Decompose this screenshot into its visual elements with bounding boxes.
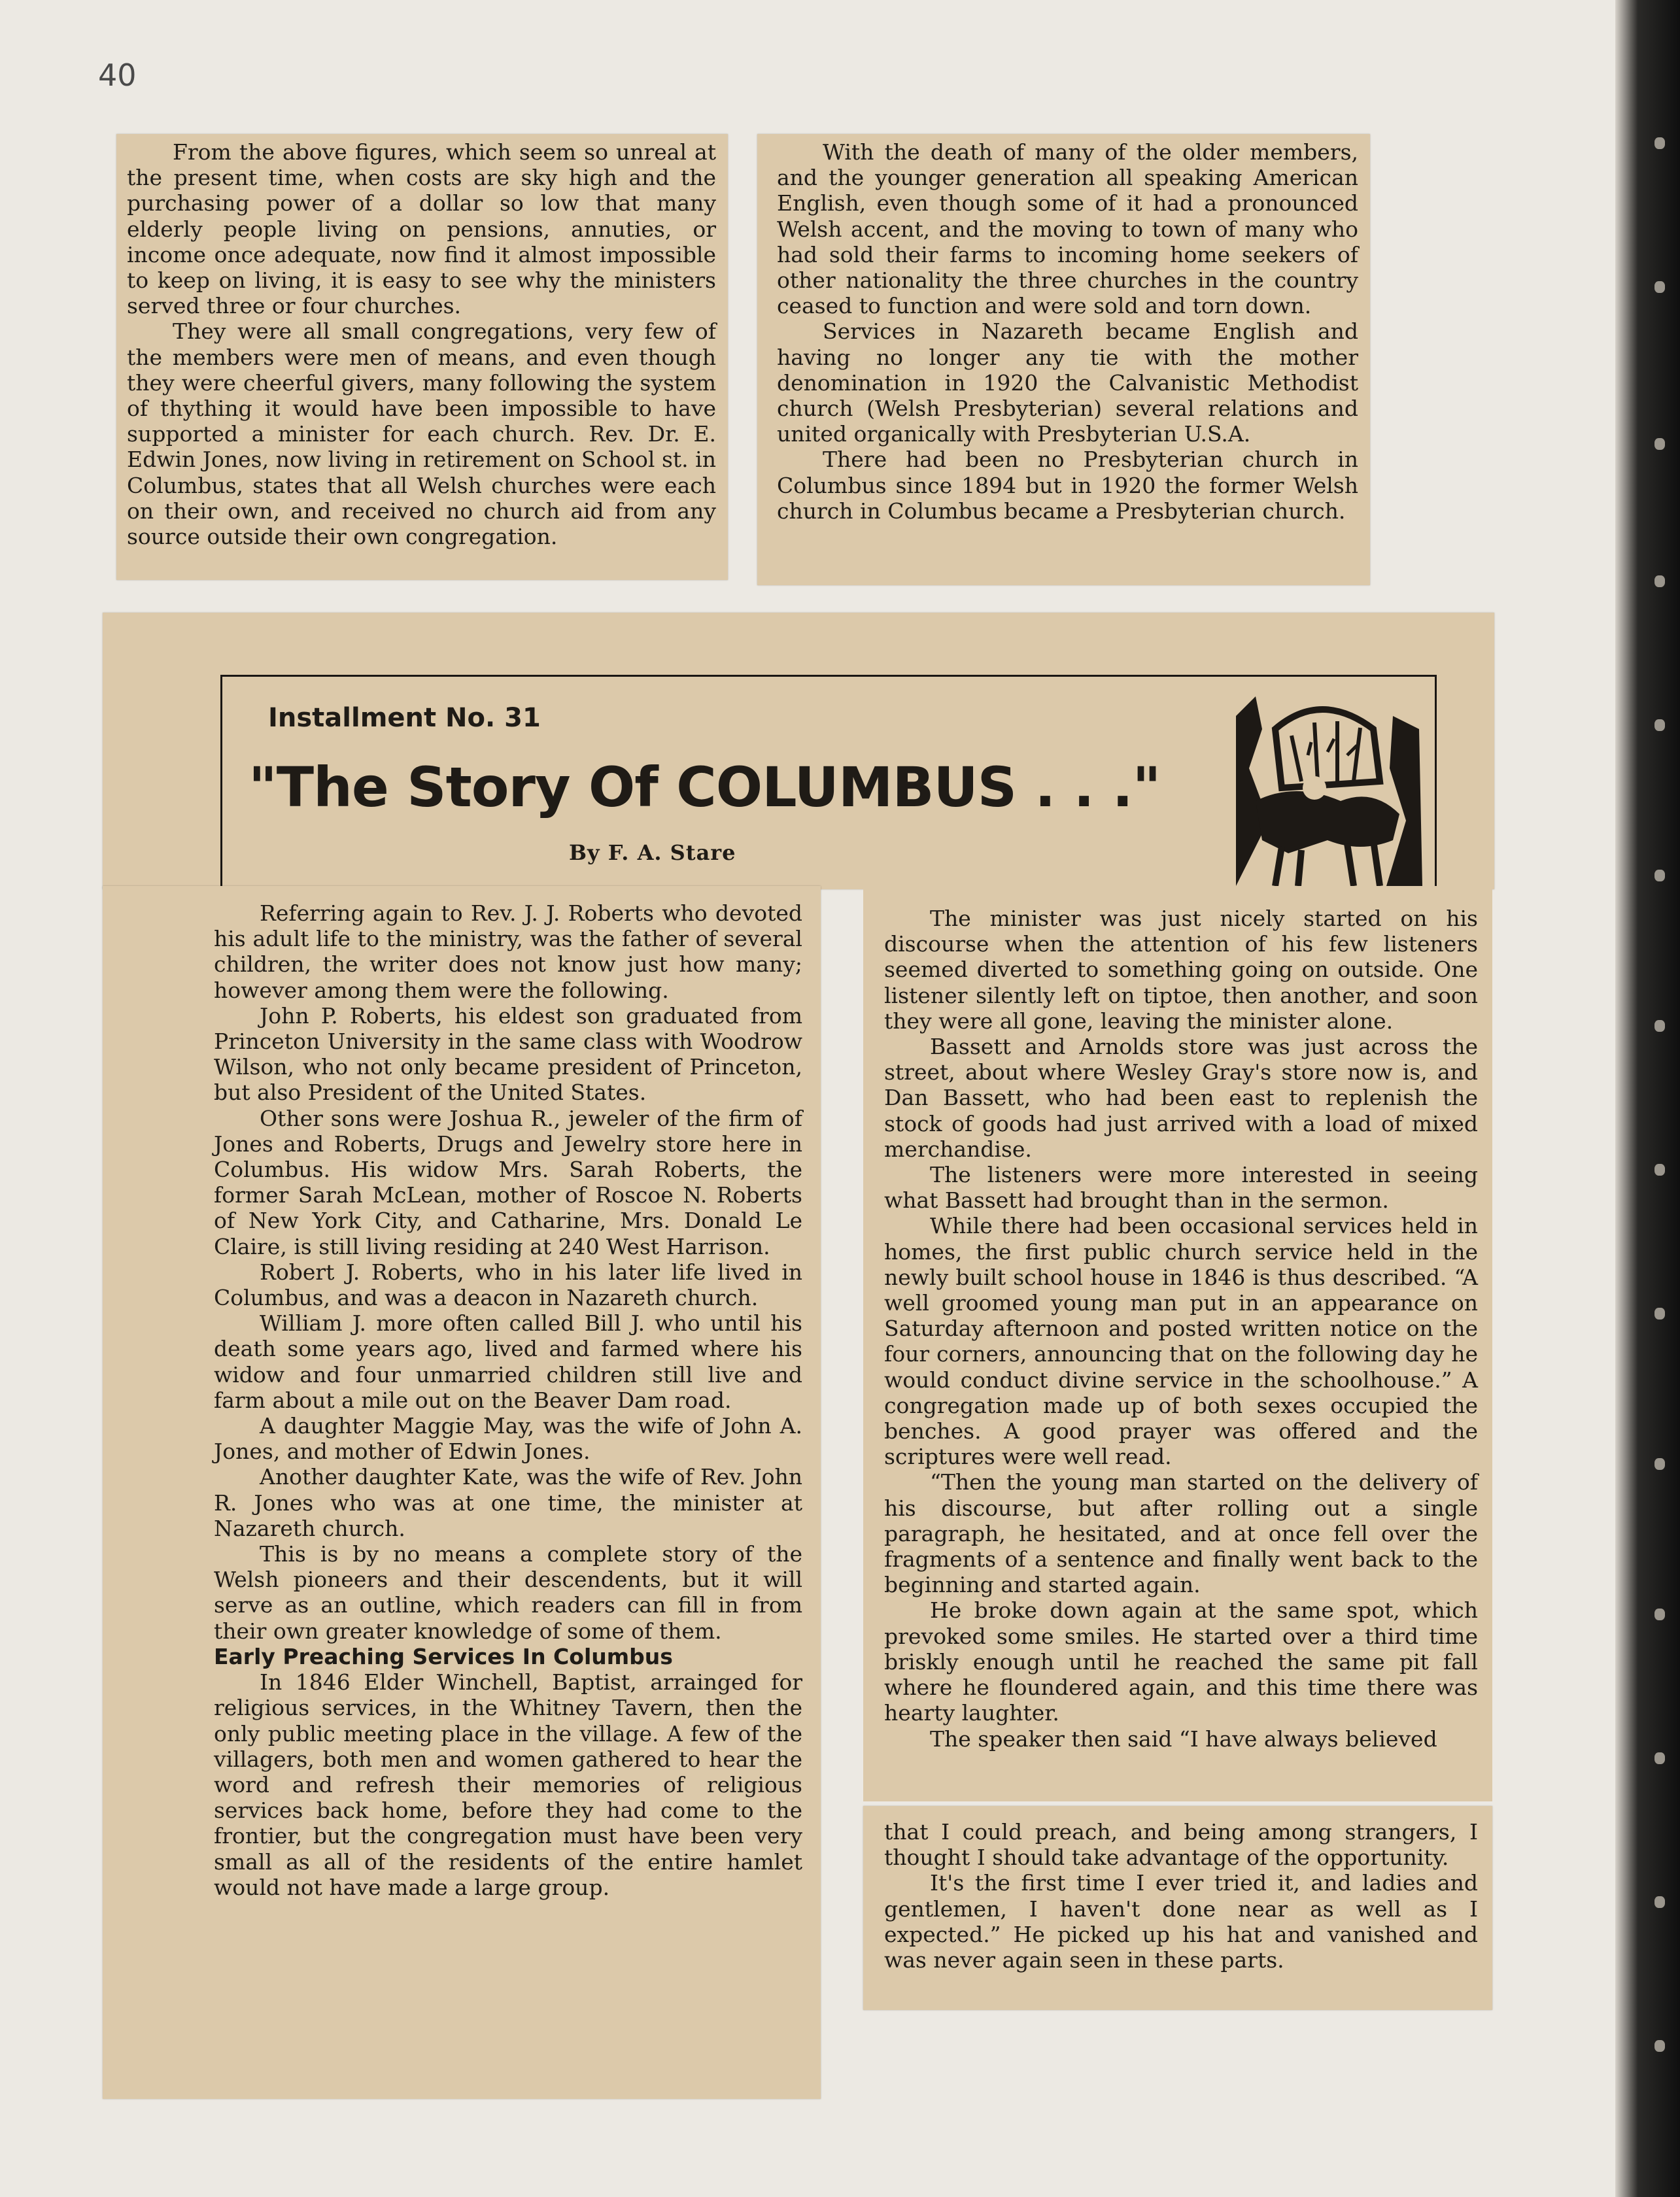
paragraph: Another daughter Kate, was the wife of Rev. John R. Jones who was at one time, the minister at Nazareth church. [214,1464,802,1541]
ox-wagon-woodcut-icon [1229,690,1426,891]
section-subhead: Early Preaching Services In Columbus [214,1643,673,1669]
paragraph: that I could preach, and being among strangers, I thought I should take advantage of the opportunity. [884,1819,1478,1871]
binding-hole [1654,1020,1665,1032]
byline: By F. A. Stare [569,840,736,865]
binding-hole [1654,1752,1665,1764]
paragraph: The speaker then said “I have always believed [930,1726,1437,1752]
paragraph: “Then the young man started on the delivery of his discourse, but after rolling out a single paragraph, he hesitated, and at once fell over the fragments of a sentence and finally went back to the beginning and started again. [884,1469,1478,1598]
binding-hole [1654,137,1665,149]
binding-hole [1654,438,1665,450]
paragraph: This is by no means a complete story of the Welsh pioneers and their descendents, but it will serve as an outline, which readers can fill in from their own greater knowledge of some of them. [214,1541,802,1644]
paragraph: Referring again to Rev. J. J. Roberts who devoted his adult life to the ministry, was the father of several children, the writer does not know just how many; however among them were the following. [214,900,802,1003]
paragraph: In 1846 Elder Winchell, Baptist, arrainged for religious services, in the Whitney Tavern, then the only public meeting place in the village. A few of the villagers, both men and women gathered to hear the word and refresh their memories of religious services back home, before they had come to the frontier, but the congregation must have been very small as all of the residents of the entire hamlet would not have made a large group. [214,1669,802,1900]
binding-hole [1654,1458,1665,1470]
article-header-box [220,675,1437,891]
binding-hole [1654,870,1665,881]
binding-hole [1654,1308,1665,1320]
clipping-top-left [116,134,728,580]
paragraph: From the above figures, which seem so unreal at the present time, when costs are sky high and the purchasing power of a dollar so low that many elderly people living on pensions, annuties, or income once adequate, now find it almost impossible to keep on living, it is easy to see why the ministers served three or four churches. [127,139,716,319]
binding-hole [1654,281,1665,293]
paragraph: Robert J. Roberts, who in his later life lived in Columbus, and was a deacon in Nazareth church. [214,1259,802,1311]
paragraph: Bassett and Arnolds store was just across the street, about where Wesley Gray's store now is, and Dan Bassett, who had been east to replenish the stock of goods had just arrived with a load of mixed merchandise. [884,1034,1478,1162]
paragraph: While there had been occasional services held in homes, the first public church service held in the newly built school house in 1846 is thus described. “A well groomed young man put in an appearance on Saturday afternoon and posted written notice on the four corners, announcing that on the following day he would conduct divine service in the schoolhouse.” A congregation made up of both sexes occupied the benches. A good prayer was offered and the scriptures were well read. [884,1213,1478,1470]
paragraph: The minister was just nicely started on his discourse when the attention of his few listeners seemed diverted to something going on outside. One listener silently left on tiptoe, then another, and soon they were all gone, leaving the minister alone. [884,906,1478,1034]
paragraph: They were all small congregations, very few of the members were men of means, and even though they were cheerful givers, many following the system of thything it would have been impossible to have supported a minister for each church. Rev. Dr. E. Edwin Jones, now living in retirement on School st. in Columbus, states that all Welsh churches were each on their own, and received no church aid from any source outside their own congregation. [127,318,716,550]
article-right-column-bottom [863,1806,1492,2010]
binding-edge [1615,0,1680,2197]
binding-hole [1654,1896,1665,1908]
paragraph: The listeners were more interested in seeing what Bassett had brought than in the sermon. [884,1162,1478,1214]
paragraph: John P. Roberts, his eldest son graduated from Princeton University in the same class with Woodrow Wilson, who not only became president of Princeton, but also President of the United States. [214,1002,802,1106]
installment-label: Installment No. 31 [268,703,541,733]
binding-hole [1654,2040,1665,2052]
binding-hole [1654,575,1665,587]
page-number: 40 [98,58,137,93]
paragraph: There had been no Presbyterian church in Columbus since 1894 but in 1920 the former Welsh church in Columbus became a Presbyterian church. [777,447,1358,524]
binding-hole [1654,1164,1665,1176]
paragraph: A daughter Maggie May, was the wife of John A. Jones, and mother of Edwin Jones. [214,1413,802,1465]
paragraph: Other sons were Joshua R., jeweler of the firm of Jones and Roberts, Drugs and Jewelry store here in Columbus. His widow Mrs. Sarah Roberts, the former Sarah McLean, mother of Roscoe N. Roberts of New York City, and Catharine, Mrs. Donald Le Claire, is still living residing at 240 West Harrison. [214,1105,802,1259]
paragraph: It's the first time I ever tried it, and ladies and gentlemen, I haven't done near as well as I expected.” He picked up his hat and vanished and was never again seen in these parts. [884,1870,1478,1973]
paragraph: William J. more often called Bill J. who until his death some years ago, lived and farmed where his widow and four unmarried children still live and farm about a mile out on the Beaver Dam road. [214,1310,802,1413]
article-right-column-top [863,886,1492,1801]
paragraph: He broke down again at the same spot, which prevoked some smiles. He started over a third time briskly enough until he reached the same pit fall where he floundered again, and this time there was hearty laughter. [884,1597,1478,1726]
article-title: "The Story Of COLUMBUS . . ." [249,755,1161,819]
paragraph: With the death of many of the older members, and the younger generation all speaking American English, even though some of it had a pronounced Welsh accent, and the moving to town of many who had sold their farms to incoming home seekers of other nationality the three churches in the country ceased to function and were sold and torn down. [777,139,1358,319]
article-left-column [103,886,821,2099]
binding-hole [1654,719,1665,731]
binding-hole [1654,1609,1665,1620]
paragraph: Services in Nazareth became English and having no longer any tie with the mother denomination in 1920 the Calvanistic Methodist church (Welsh Presbyterian) several relations and united organically with Presbyterian U.S.A. [777,318,1358,447]
clipping-top-right [757,134,1370,585]
article-header-clipping [103,613,1494,889]
